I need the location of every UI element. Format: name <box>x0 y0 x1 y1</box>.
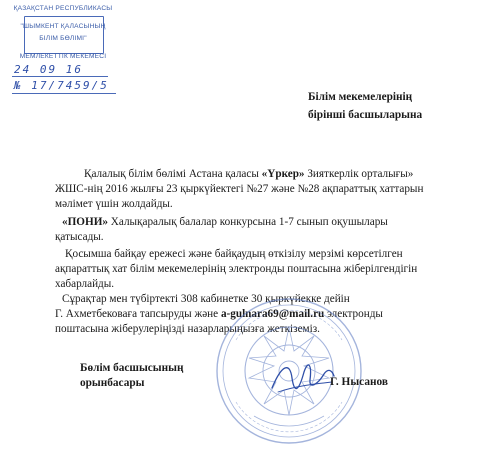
registration-stamp <box>4 2 122 98</box>
stamp-line-4: МЕМЛЕКЕТТІК МЕКЕМЕСІ <box>19 53 107 60</box>
signatory-title-line-1: Бөлім басшысының <box>80 362 184 374</box>
addressee-line-2: бірінші басшыларына <box>308 109 423 121</box>
paragraph-1-line-3: мәлімет үшін жолдайды. <box>55 198 173 210</box>
paragraph-3-line-1: Қосымша байқау ережесі және байқаудың өткізілу мерзімі көрсетілген <box>65 248 403 260</box>
paragraph-2-line-1 <box>62 215 388 230</box>
addressee <box>308 88 422 124</box>
stamp-date: 24 09 16 <box>14 63 83 76</box>
p2-text-post: Халықаралық балалар конкурсына 1-7 сынып оқушылары <box>108 216 388 228</box>
stamp-line-1: ҚАЗАҚСТАН РЕСПУБЛИКАСЫ <box>13 5 113 12</box>
p4-text-pre: Г. Ахметбековаға тапсыруды және <box>55 308 221 320</box>
paragraph-4-line-1: Сұрақтар мен түбіртекті 308 кабинетке 30 қыркүйекке дейін <box>62 293 350 305</box>
paragraph-3-line-3: хабарлайды. <box>55 278 115 290</box>
signatory-title <box>80 361 183 391</box>
paragraph-1-line-1 <box>84 167 413 182</box>
p4-text-post: электронды <box>324 308 383 320</box>
paragraph-1-line-2: ЖШС-нің 2016 жылғы 23 қыркүйектегі №27 және №28 ақпараттық хаттарын <box>55 183 424 195</box>
stamp-number-underline <box>12 93 116 94</box>
stamp-number: № 17/7459/5 <box>14 79 109 92</box>
stamp-line-3: БІЛІМ БӨЛІМІ" <box>39 35 87 42</box>
paragraph-2-line-2: қатысады. <box>55 231 104 243</box>
handwritten-signature-icon <box>268 354 338 400</box>
paragraph-4-line-3: поштасына жіберулеріңізді назарларыңызға жеткіземіз. <box>55 323 320 335</box>
addressee-line-1: Білім мекемелерінің <box>308 91 413 103</box>
p1-text-pre: Қалалық білім бөлімі Астана қаласы <box>84 168 262 180</box>
signatory-title-line-2: орынбасары <box>80 377 145 389</box>
p1-text-post: Зияткерлік орталығы» <box>304 168 414 180</box>
p2-text-bold: «ПОНИ» <box>62 216 108 228</box>
contact-email: a-gulnara69@mail.ru <box>220 308 325 320</box>
stamp-date-underline <box>12 76 108 77</box>
p1-text-bold: «Үркер» <box>261 168 305 180</box>
signatory-name: Г. Нысанов <box>330 376 388 388</box>
stamp-line-2: "ШЫМКЕНТ ҚАЛАСЫНЫҢ <box>20 23 106 30</box>
paragraph-3-line-2: ақпараттық хат білім мекемелерінің электронды поштасына жіберілгендігін <box>55 263 418 275</box>
